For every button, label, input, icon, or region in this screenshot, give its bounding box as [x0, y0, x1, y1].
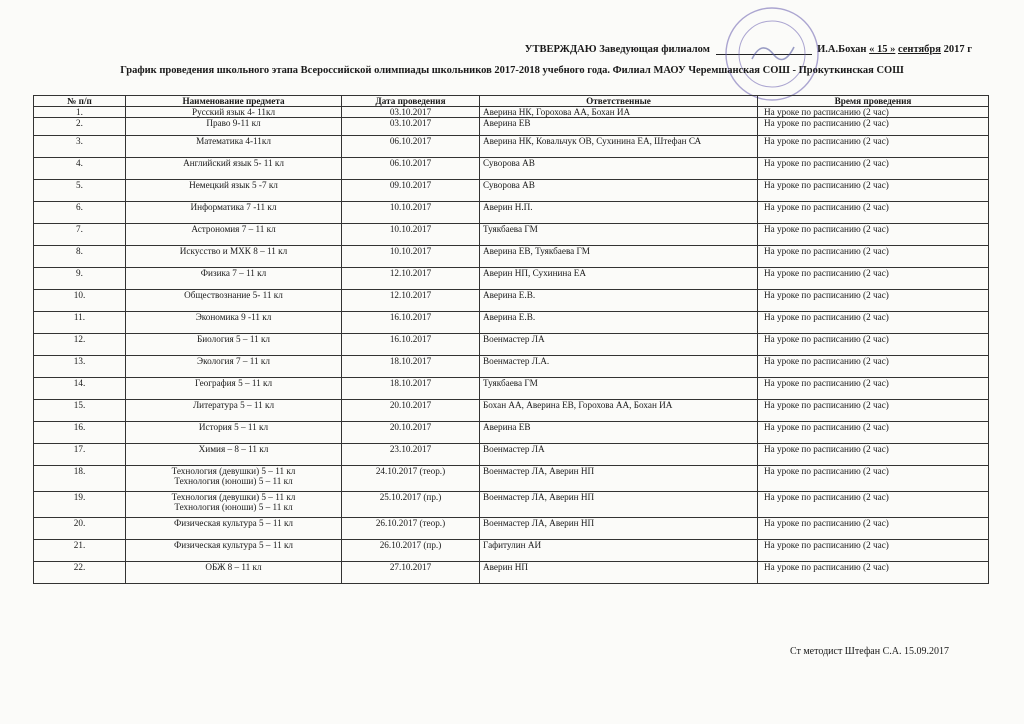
- row-responsible: Аверина НК, Горохова АА, Бохан ИА: [480, 107, 758, 118]
- row-number: 8.: [34, 246, 126, 268]
- row-time: На уроке по расписанию (2 час): [758, 562, 989, 584]
- row-subject: Немецкий язык 5 -7 кл: [126, 180, 342, 202]
- row-number: 5.: [34, 180, 126, 202]
- header-date: Дата проведения: [342, 96, 480, 107]
- row-time: На уроке по расписанию (2 час): [758, 466, 989, 492]
- row-date: 16.10.2017: [342, 312, 480, 334]
- row-time: На уроке по расписанию (2 час): [758, 246, 989, 268]
- row-time: На уроке по расписанию (2 час): [758, 444, 989, 466]
- row-subject: Астрономия 7 – 11 кл: [126, 224, 342, 246]
- row-subject: История 5 – 11 кл: [126, 422, 342, 444]
- table-row: [34, 540, 989, 562]
- table-row: [34, 400, 989, 422]
- row-time: На уроке по расписанию (2 час): [758, 136, 989, 158]
- row-number: 11.: [34, 312, 126, 334]
- row-number: 14.: [34, 378, 126, 400]
- row-time: На уроке по расписанию (2 час): [758, 518, 989, 540]
- header-num: № п/п: [34, 96, 126, 107]
- row-date: 24.10.2017 (теор.): [342, 466, 480, 492]
- row-number: 18.: [34, 466, 126, 492]
- row-responsible: Суворова АВ: [480, 158, 758, 180]
- document-title: График проведения школьного этапа Всероссийской олимпиады школьников 2017-2018 учебного года. Филиал МАОУ Черемшанская СОШ - Прокуткинская СОШ: [120, 65, 904, 76]
- approve-month: сентября: [897, 44, 941, 55]
- row-time: На уроке по расписанию (2 час): [758, 334, 989, 356]
- table-row: [34, 356, 989, 378]
- row-subject-line: Технология (юноши) 5 – 11 кл: [174, 476, 293, 486]
- table-row: [34, 312, 989, 334]
- row-date: 25.10.2017 (пр.): [342, 492, 480, 518]
- row-time: На уроке по расписанию (2 час): [758, 540, 989, 562]
- row-date: 03.10.2017: [342, 107, 480, 118]
- row-subject: Литература 5 – 11 кл: [126, 400, 342, 422]
- row-subject: Химия – 8 – 11 кл: [126, 444, 342, 466]
- row-number: 16.: [34, 422, 126, 444]
- header-responsible: Ответственные: [480, 96, 758, 107]
- row-responsible: Туякбаева ГМ: [480, 224, 758, 246]
- row-date: 16.10.2017: [342, 334, 480, 356]
- row-number: 22.: [34, 562, 126, 584]
- row-date: 09.10.2017: [342, 180, 480, 202]
- footer-signature: Ст методист Штефан С.А. 15.09.2017: [789, 646, 949, 657]
- row-responsible: Военмастер ЛА, Аверин НП: [480, 518, 758, 540]
- row-subject: Искусство и МХК 8 – 11 кл: [126, 246, 342, 268]
- row-date: 12.10.2017: [342, 290, 480, 312]
- row-time: На уроке по расписанию (2 час): [758, 356, 989, 378]
- row-date: 10.10.2017: [342, 224, 480, 246]
- row-number: 10.: [34, 290, 126, 312]
- row-time: На уроке по расписанию (2 час): [758, 378, 989, 400]
- row-number: 13.: [34, 356, 126, 378]
- table-row: [34, 158, 989, 180]
- row-date: 10.10.2017: [342, 202, 480, 224]
- row-date: 23.10.2017: [342, 444, 480, 466]
- row-subject: Право 9-11 кл: [126, 118, 342, 136]
- table-row: [34, 224, 989, 246]
- row-date: 20.10.2017: [342, 422, 480, 444]
- row-time: На уроке по расписанию (2 час): [758, 312, 989, 334]
- row-time: На уроке по расписанию (2 час): [758, 107, 989, 118]
- header-time: Время проведения: [758, 96, 989, 107]
- row-number: 21.: [34, 540, 126, 562]
- row-responsible: Аверина ЕВ, Туякбаева ГМ: [480, 246, 758, 268]
- table-header-row: [34, 96, 989, 107]
- row-date: 26.10.2017 (теор.): [342, 518, 480, 540]
- row-responsible: Аверин НП, Сухинина ЕА: [480, 268, 758, 290]
- row-subject: Биология 5 – 11 кл: [126, 334, 342, 356]
- row-responsible: Военмастер ЛА: [480, 334, 758, 356]
- row-number: 7.: [34, 224, 126, 246]
- row-number: 20.: [34, 518, 126, 540]
- row-responsible: Бохан АА, Аверина ЕВ, Горохова АА, Бохан ИА: [480, 400, 758, 422]
- row-responsible: Аверин НП: [480, 562, 758, 584]
- row-number: 9.: [34, 268, 126, 290]
- row-subject: География 5 – 11 кл: [126, 378, 342, 400]
- table-row: [34, 107, 989, 118]
- row-date: 26.10.2017 (пр.): [342, 540, 480, 562]
- row-subject: [126, 466, 342, 492]
- table-row: [34, 378, 989, 400]
- header-subject: Наименование предмета: [126, 96, 342, 107]
- row-time: На уроке по расписанию (2 час): [758, 158, 989, 180]
- row-date: 18.10.2017: [342, 378, 480, 400]
- approve-role: Заведующая филиалом: [599, 44, 710, 55]
- row-number: 19.: [34, 492, 126, 518]
- table-row: [34, 118, 989, 136]
- table-row: [34, 444, 989, 466]
- row-number: 3.: [34, 136, 126, 158]
- table-row: [34, 562, 989, 584]
- row-date: 12.10.2017: [342, 268, 480, 290]
- row-time: На уроке по расписанию (2 час): [758, 180, 989, 202]
- row-time: На уроке по расписанию (2 час): [758, 224, 989, 246]
- approve-word: УТВЕРЖДАЮ: [524, 44, 597, 55]
- signature-line: [716, 44, 812, 55]
- table-row: [34, 180, 989, 202]
- row-time: На уроке по расписанию (2 час): [758, 268, 989, 290]
- row-number: 6.: [34, 202, 126, 224]
- row-subject-line: Технология (девушки) 5 – 11 кл: [171, 492, 296, 502]
- row-date: 18.10.2017: [342, 356, 480, 378]
- approval-line: [525, 44, 972, 55]
- row-time: На уроке по расписанию (2 час): [758, 290, 989, 312]
- row-responsible: Военмастер Л.А.: [480, 356, 758, 378]
- row-number: 1.: [34, 107, 126, 118]
- row-subject: Русский язык 4- 11кл: [126, 107, 342, 118]
- row-subject: Физическая культура 5 – 11 кл: [126, 518, 342, 540]
- row-subject: Физика 7 – 11 кл: [126, 268, 342, 290]
- table-row: [34, 268, 989, 290]
- schedule-table: [33, 95, 989, 584]
- row-subject-line: Технология (юноши) 5 – 11 кл: [174, 502, 293, 512]
- row-date: 03.10.2017: [342, 118, 480, 136]
- row-responsible: Аверин Н.П.: [480, 202, 758, 224]
- table-row: [34, 290, 989, 312]
- row-subject: Физическая культура 5 – 11 кл: [126, 540, 342, 562]
- row-responsible: Военмастер ЛА: [480, 444, 758, 466]
- row-subject-line: Технология (девушки) 5 – 11 кл: [171, 466, 296, 476]
- table-row: [34, 466, 989, 492]
- row-time: На уроке по расписанию (2 час): [758, 492, 989, 518]
- row-time: На уроке по расписанию (2 час): [758, 400, 989, 422]
- row-responsible: Военмастер ЛА, Аверин НП: [480, 492, 758, 518]
- table-row: [34, 492, 989, 518]
- row-date: 06.10.2017: [342, 158, 480, 180]
- row-responsible: Гафитулин АИ: [480, 540, 758, 562]
- row-responsible: Туякбаева ГМ: [480, 378, 758, 400]
- row-responsible: Аверина ЕВ: [480, 118, 758, 136]
- row-date: 10.10.2017: [342, 246, 480, 268]
- row-date: 27.10.2017: [342, 562, 480, 584]
- table-row: [34, 334, 989, 356]
- row-number: 12.: [34, 334, 126, 356]
- row-subject: [126, 492, 342, 518]
- row-responsible: Аверина НК, Ковальчук ОВ, Сухинина ЕА, Штефан СА: [480, 136, 758, 158]
- row-responsible: Аверина Е.В.: [480, 290, 758, 312]
- table-row: [34, 246, 989, 268]
- row-date: 20.10.2017: [342, 400, 480, 422]
- row-time: На уроке по расписанию (2 час): [758, 118, 989, 136]
- approve-day: « 15 »: [869, 44, 896, 55]
- approve-year: 2017 г: [943, 44, 972, 55]
- row-subject: Информатика 7 -11 кл: [126, 202, 342, 224]
- row-time: На уроке по расписанию (2 час): [758, 202, 989, 224]
- row-responsible: Аверина Е.В.: [480, 312, 758, 334]
- row-subject: Экономика 9 -11 кл: [126, 312, 342, 334]
- table-row: [34, 202, 989, 224]
- row-number: 2.: [34, 118, 126, 136]
- row-subject: Математика 4-11кл: [126, 136, 342, 158]
- table-body: [34, 107, 989, 584]
- row-number: 17.: [34, 444, 126, 466]
- row-responsible: Аверина ЕВ: [480, 422, 758, 444]
- row-number: 4.: [34, 158, 126, 180]
- row-number: 15.: [34, 400, 126, 422]
- table-row: [34, 136, 989, 158]
- row-subject: Английский язык 5- 11 кл: [126, 158, 342, 180]
- approve-name: И.А.Бохан: [817, 44, 867, 55]
- table-row: [34, 518, 989, 540]
- row-subject: Экология 7 – 11 кл: [126, 356, 342, 378]
- row-date: 06.10.2017: [342, 136, 480, 158]
- row-time: На уроке по расписанию (2 час): [758, 422, 989, 444]
- row-subject: Обществознание 5- 11 кл: [126, 290, 342, 312]
- table-row: [34, 422, 989, 444]
- row-subject: ОБЖ 8 – 11 кл: [126, 562, 342, 584]
- row-responsible: Суворова АВ: [480, 180, 758, 202]
- row-responsible: Военмастер ЛА, Аверин НП: [480, 466, 758, 492]
